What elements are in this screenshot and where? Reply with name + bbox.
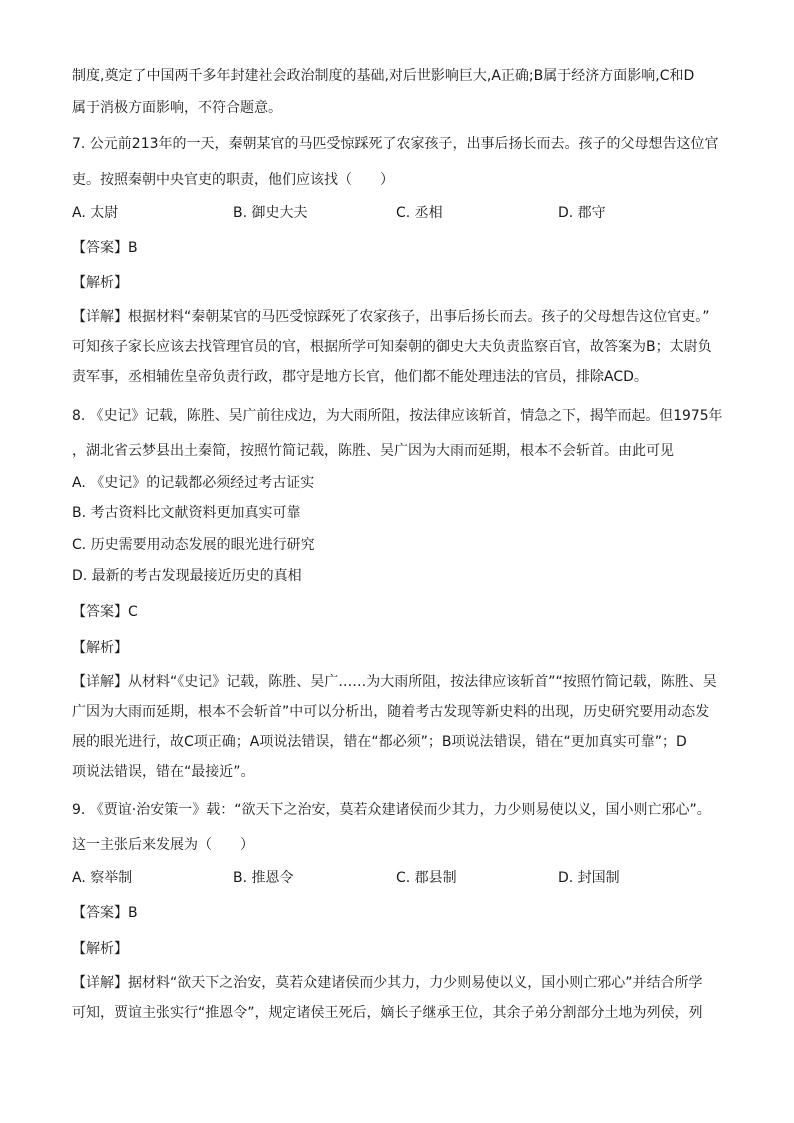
analysis-label: 【解析】: [72, 275, 128, 291]
analysis-label: 【解析】: [72, 640, 128, 656]
q8-option-d: D. 最新的考古发现最接近历史的真相: [72, 568, 302, 584]
q9-option-b: B. 推恩令: [233, 870, 294, 886]
question-8-stem: 8. 《史记》记载，陈胜、吴广前往戍边，为大雨所阻，按法律应该斩首，情急之下，揭竿而起。但1975年: [72, 408, 723, 424]
q7-option-a: A. 太尉: [72, 205, 119, 221]
q8-option-b: B. 考古资料比文献资料更加真实可靠: [72, 505, 301, 521]
q9-option-c: C. 郡县制: [396, 870, 457, 886]
answer-label: 【答案】B: [72, 240, 138, 256]
explanation-line: 广因为大雨而延期，根本不会斩首”中可以分析出，随着考古发现等新史料的出现，历史研究要用动态发: [72, 704, 710, 720]
question-9-stem: 9. 《贾谊·治安策一》载：“欲天下之治安，莫若众建诸侯而少其力，力少则易使以义，国小则亡邪心”。: [72, 802, 711, 818]
text-line: 属于消极方面影响，不符合题意。: [72, 100, 282, 116]
question-8-stem: ，湖北省云梦县出土秦简，按照竹简记载，陈胜、吴广因为大雨而延期，根本不会斩首。由此可见: [72, 443, 674, 459]
analysis-label: 【解析】: [72, 941, 128, 957]
explanation-line: 责军事，丞相辅佐皇帝负责行政，郡守是地方长官，他们都不能处理违法的官员，排除ACD。: [72, 369, 648, 385]
answer-label: 【答案】C: [72, 604, 138, 620]
explanation-line: 可知孩子家长应该去找管理官员的官，根据所学可知秦朝的御史大夫负责监察百官，故答案为B；太尉负: [72, 339, 712, 355]
explanation-line: 项说法错误，错在“最接近”。: [72, 764, 255, 780]
explanation-line: 【详解】从材料“《史记》记载，陈胜、吴广……为大雨所阻，按法律应该斩首”“按照竹简记载，陈胜、吴: [72, 674, 717, 690]
text-line: 制度,奠定了中国两千多年封建社会政治制度的基础,对后世影响巨大,A正确;B属于经济方面影响,C和D: [72, 68, 695, 84]
q9-option-a: A. 察举制: [72, 870, 133, 886]
q7-option-d: D. 郡守: [558, 205, 606, 221]
q8-option-c: C. 历史需要用动态发展的眼光进行研究: [72, 537, 315, 553]
explanation-line: 可知，贾谊主张实行“推恩令”，规定诸侯王死后，嫡长子继承王位，其余子弟分割部分土地为列侯，列: [72, 1005, 703, 1021]
q7-option-c: C. 丞相: [396, 205, 443, 221]
question-7-stem: 吏。按照秦朝中央官吏的职责，他们应该找（ ）: [72, 172, 394, 188]
question-9-stem: 这一主张后来发展为（ ）: [72, 837, 254, 853]
explanation-line: 【详解】据材料“欲天下之治安，莫若众建诸侯而少其力，力少则易使以义，国小则亡邪心”并结合所学: [72, 975, 703, 991]
explanation-line: 展的眼光进行，故C项正确；A项说法错误，错在“都必须”；B项说法错误，错在“更加真实可靠”；D: [72, 734, 687, 750]
explanation-line: 【详解】根据材料“秦朝某官的马匹受惊踩死了农家孩子，出事后扬长而去。孩子的父母想告这位官吏。”: [72, 309, 710, 325]
q8-option-a: A. 《史记》的记载都必须经过考古证实: [72, 475, 315, 491]
question-7-stem: 7. 公元前213年的一天，秦朝某官的马匹受惊踩死了农家孩子，出事后扬长而去。孩子的父母想告这位官: [72, 136, 719, 152]
answer-label: 【答案】B: [72, 905, 138, 921]
q9-option-d: D. 封国制: [558, 870, 620, 886]
q7-option-b: B. 御史大夫: [233, 205, 308, 221]
